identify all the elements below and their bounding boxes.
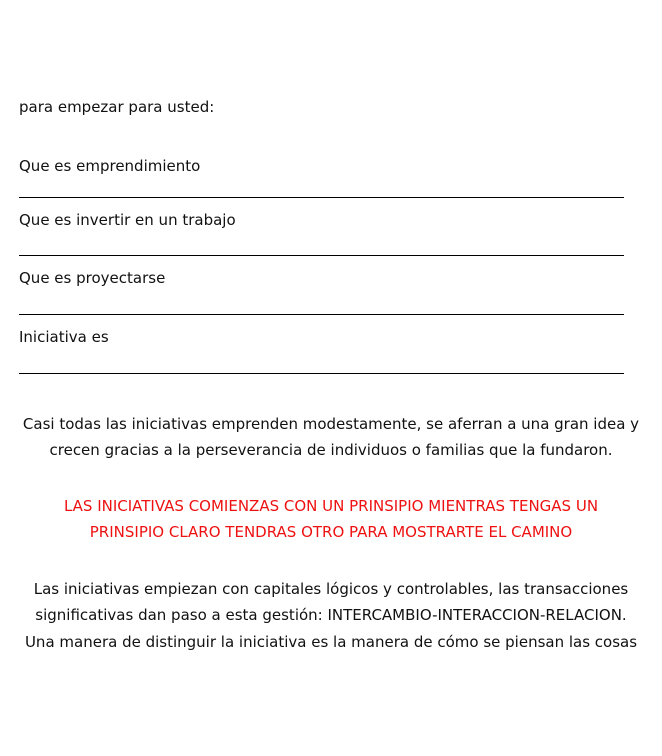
highlight-line: PRINSIPIO CLARO TENDRAS OTRO PARA MOSTRARTE EL CAMINO — [89, 523, 573, 541]
highlight-line: LAS INICIATIVAS COMIENZAS CON UN PRINSIPIO MIENTRAS TENGAS UN — [63, 497, 599, 515]
paragraph-line: significativas dan paso a esta gestión: INTERCAMBIO-INTERACCION-RELACION. — [35, 606, 627, 624]
answer-line-3 — [19, 314, 624, 315]
paragraph-line: crecen gracias a la perseverancia de individuos o familias que la fundaron. — [49, 441, 613, 459]
paragraph-iniciativas-modestas — [14, 411, 648, 463]
paragraph-line: Una manera de distinguir la iniciativa es la manera de cómo se piensan las cosas — [24, 633, 638, 651]
paragraph-line: Las iniciativas empiezan con capitales lógicos y controlables, las transacciones — [33, 580, 629, 598]
paragraph-capitales — [14, 576, 648, 628]
paragraph-distinguir — [14, 629, 648, 655]
question-emprendimiento: Que es emprendimiento — [19, 157, 201, 175]
question-invertir: Que es invertir en un trabajo — [19, 211, 236, 229]
question-iniciativa: Iniciativa es — [19, 328, 109, 346]
paragraph-line: Casi todas las iniciativas emprenden modestamente, se aferran a una gran idea y — [22, 415, 640, 433]
highlight-principio — [14, 493, 648, 545]
answer-line-1 — [19, 197, 624, 198]
answer-line-2 — [19, 255, 624, 256]
intro-text: para empezar para usted: — [19, 98, 215, 116]
question-proyectarse: Que es proyectarse — [19, 269, 166, 287]
answer-line-4 — [19, 373, 624, 374]
